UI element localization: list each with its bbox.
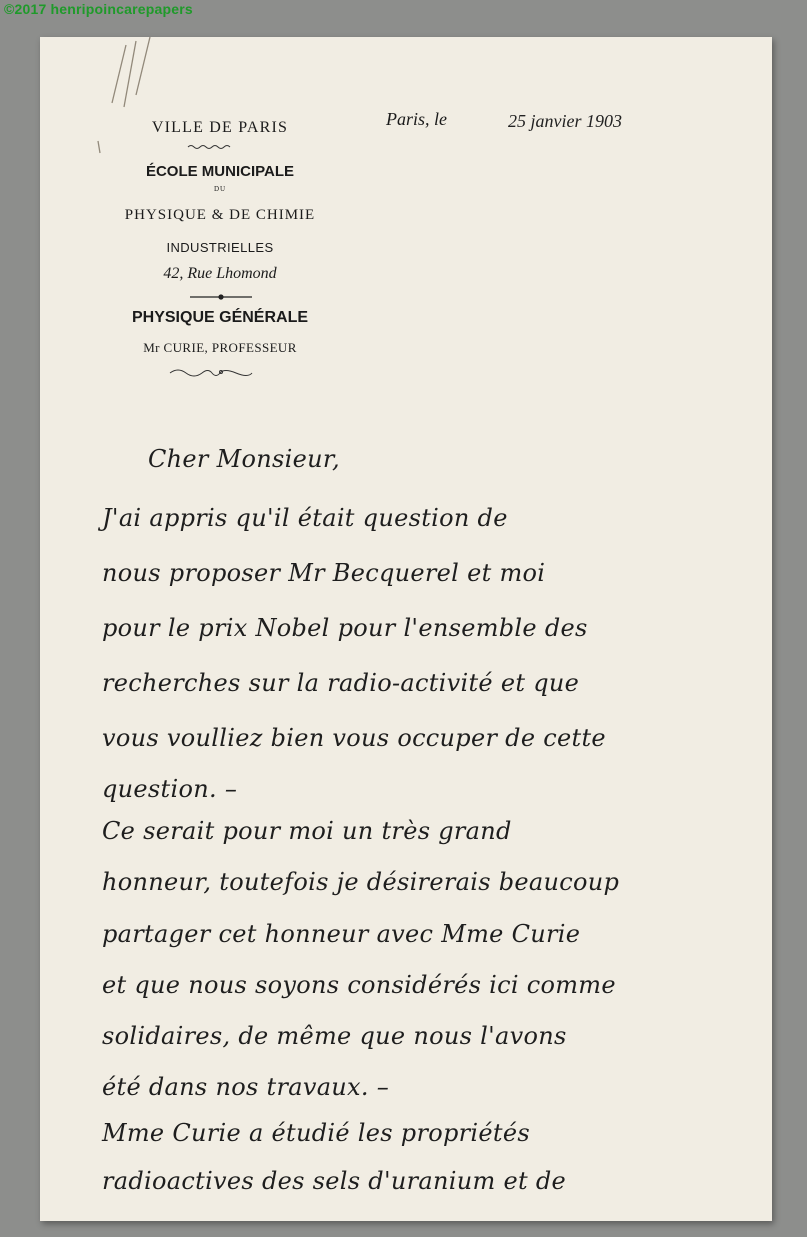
letter-line: vous voulliez bien vous occuper de cette [102,724,606,752]
letterhead-address: 42, Rue Lhomond [163,265,277,282]
letter-line: honneur, toutefois je désirerais beaucoup [102,868,620,896]
letterhead-field2: INDUSTRIELLES [166,240,274,255]
letterhead-du: DU [213,185,227,193]
letter-line: solidaires, de même que nous l'avons [102,1022,567,1050]
scroll-ornament [170,370,252,376]
letter-line: Cher Monsieur, [148,445,340,473]
letter-line: Ce serait pour moi un très grand [102,817,512,845]
arrow-rule-ornament [190,295,252,299]
letter-sheet [40,37,772,1221]
letterhead-city: VILLE DE PARIS [151,119,289,136]
letter-line: pour le prix Nobel pour l'ensemble des [102,614,588,642]
letter-line: nous proposer Mr Becquerel et moi [102,559,546,587]
letterhead-field: PHYSIQUE & DE CHIMIE [124,207,316,223]
letter-line: été dans nos travaux. – [102,1073,390,1101]
letter-line: partager cet honneur avec Mme Curie [102,920,581,948]
letter-line: et que nous soyons considérés ici comme [102,971,616,999]
letter-line: J'ai appris qu'il était question de [102,504,508,532]
letter-line: recherches sur la radio-activité et que [102,669,580,697]
dateline-date: 25 janvier 1903 [508,111,622,131]
letter-line: Mme Curie a étudié les propriétés [102,1119,530,1147]
letterhead-department: PHYSIQUE GÉNÉRALE [131,309,309,326]
letterhead-school: ÉCOLE MUNICIPALE [145,163,295,180]
letterhead-professor: Mr CURIE, PROFESSEUR [143,340,297,355]
copyright-watermark: ©2017 henripoincarepapers [4,1,193,17]
letter-line: question. – [102,775,238,803]
small-squiggle-ornament [188,146,230,149]
letter-line: radioactives des sels d'uranium et de [102,1167,567,1195]
dateline-place: Paris, le [386,109,447,129]
